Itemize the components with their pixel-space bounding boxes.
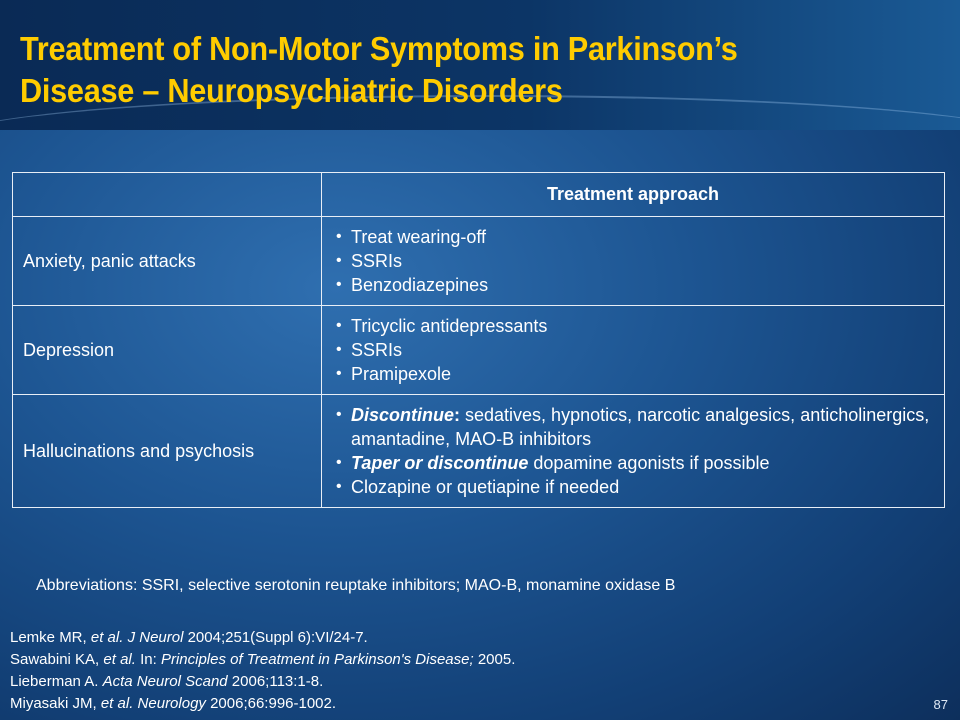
reference-item: Lemke MR, et al. J Neurol 2004;251(Suppl 6):VI/24-7. xyxy=(10,629,368,646)
list-item: • SSRIs xyxy=(336,338,932,362)
list-item: • SSRIs xyxy=(336,249,932,273)
abbreviations-note: Abbreviations: SSRI, selective serotonin reuptake inhibitors; MAO-B, monamine oxidase B xyxy=(36,577,676,594)
treatment-cell xyxy=(322,217,945,306)
list-item: • Clozapine or quetiapine if needed xyxy=(336,475,932,499)
separator: : xyxy=(454,405,461,425)
treatment-list xyxy=(336,403,932,499)
reference-item: Miyasaki JM, et al. Neurology 2006;66:996-1002. xyxy=(10,695,337,712)
header-treatment-approach: Treatment approach xyxy=(322,173,945,217)
table-row-depression xyxy=(13,306,945,395)
table-row-anxiety xyxy=(13,217,945,306)
treatment-list xyxy=(336,225,932,297)
reference-item: Lieberman A. Acta Neurol Scand 2006;113:1-8. xyxy=(10,673,324,690)
references xyxy=(10,627,515,715)
list-item: • Tricyclic antidepressants xyxy=(336,314,932,338)
treatment-table xyxy=(12,172,945,508)
treatment-list xyxy=(336,314,932,386)
list-item: • Treat wearing-off xyxy=(336,225,932,249)
item-text: dopamine agonists if possible xyxy=(528,453,770,473)
table-row-hallucinations xyxy=(13,395,945,508)
list-item xyxy=(336,451,932,475)
condition-cell: Hallucinations and psychosis xyxy=(13,395,322,508)
emphasis-text: Discontinue xyxy=(351,405,455,425)
treatment-cell xyxy=(322,395,945,508)
page-number: 87 xyxy=(933,697,948,712)
item-text: sedatives, hypnotics, narcotic analgesics, anticholinergics, amantadine, MAO-B inhibitors xyxy=(351,405,930,449)
condition-cell: Depression xyxy=(13,306,322,395)
header-empty-cell xyxy=(13,173,322,217)
slide-title: Treatment of Non-Motor Symptoms in Parkinson’s Disease – Neuropsychiatric Disorders xyxy=(20,30,738,109)
condition-cell: Anxiety, panic attacks xyxy=(13,217,322,306)
list-item xyxy=(336,403,932,451)
reference-item: Sawabini KA, et al. In: Principles of Treatment in Parkinson's Disease; 2005. xyxy=(10,651,516,668)
emphasis-text: Taper or discontinue xyxy=(351,453,529,473)
treatment-cell xyxy=(322,306,945,395)
list-item: • Benzodiazepines xyxy=(336,273,932,297)
list-item: • Pramipexole xyxy=(336,362,932,386)
table-header-row xyxy=(13,173,945,217)
